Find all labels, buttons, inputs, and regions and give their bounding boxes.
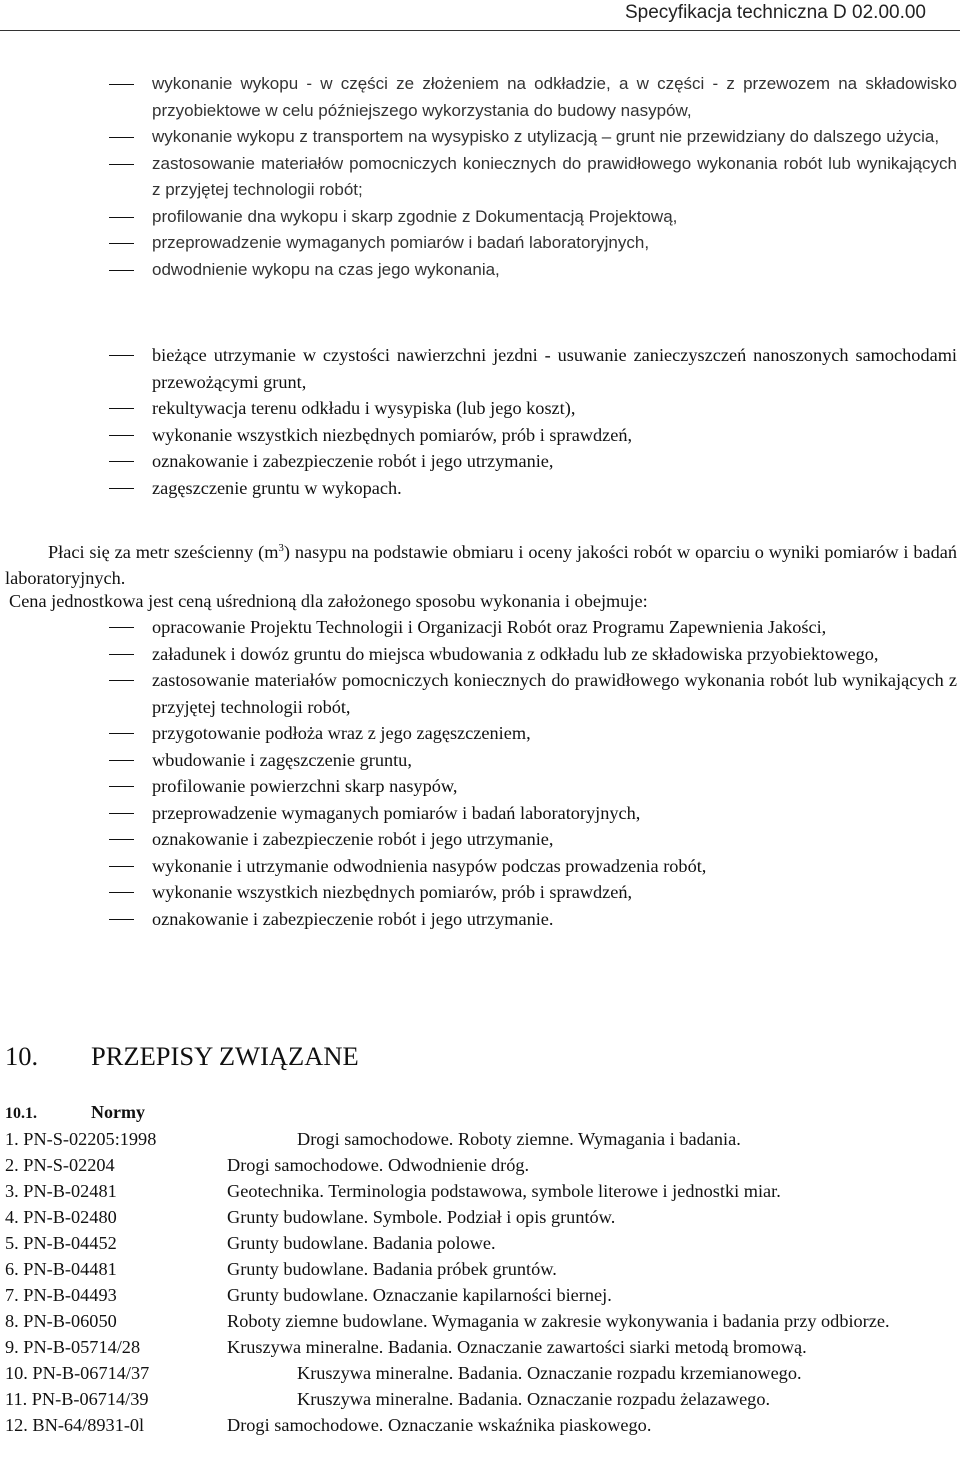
norm-desc: Drogi samochodowe. Roboty ziemne. Wymagania i badania. — [297, 1129, 741, 1149]
norm-code: 12. BN-64/8931-0l — [5, 1415, 145, 1435]
norm-desc: Grunty budowlane. Oznaczanie kapilarności biernej. — [227, 1285, 612, 1305]
list-item: wykonanie wszystkich niezbędnych pomiarów, prób i sprawdzeń, — [0, 422, 960, 449]
section-number: 10. — [5, 1041, 39, 1071]
norms-list — [5, 1126, 960, 1438]
dash-bullet — [109, 488, 134, 489]
norm-item — [5, 1256, 960, 1282]
list-item: odwodnienie wykopu na czas jego wykonania, — [0, 257, 960, 284]
dash-bullet — [109, 408, 134, 409]
norm-code: 2. PN-S-02204 — [5, 1155, 115, 1175]
list-item: bieżące utrzymanie w czystości nawierzchni jezdni - usuwanie zanieczyszczeń nanoszonych samochodami przewożącymi grunt, — [0, 342, 960, 395]
norm-code: 9. PN-B-05714/28 — [5, 1337, 141, 1357]
work-list-2 — [0, 342, 960, 501]
list-item: oznakowanie i zabezpieczenie robót i jego utrzymanie. — [0, 906, 960, 933]
norm-desc: Grunty budowlane. Badania polowe. — [227, 1233, 496, 1253]
list-item: opracowanie Projektu Technologii i Organizacji Robót oraz Programu Zapewnienia Jakości, — [0, 614, 960, 641]
norm-item — [5, 1386, 960, 1412]
norm-code: 11. PN-B-06714/39 — [5, 1389, 149, 1409]
norm-code: 7. PN-B-04493 — [5, 1285, 117, 1305]
norm-desc: Drogi samochodowe. Oznaczanie wskaźnika piaskowego. — [227, 1415, 652, 1435]
dash-bullet — [109, 627, 134, 628]
dash-bullet — [109, 435, 134, 436]
norm-desc: Kruszywa mineralne. Badania. Oznaczanie zawartości siarki metodą bromową. — [227, 1337, 807, 1357]
list-item: załadunek i dowóz gruntu do miejsca wbudowania z odkładu lub ze składowiska przyobiektowego, — [0, 641, 960, 668]
norm-item — [5, 1204, 960, 1230]
dash-bullet — [109, 786, 134, 787]
list-item: profilowanie powierzchni skarp nasypów, — [0, 773, 960, 800]
dash-bullet — [109, 137, 134, 138]
subsection-heading — [5, 1102, 145, 1123]
subsection-number: 10.1. — [5, 1105, 37, 1122]
dash-bullet — [109, 355, 134, 356]
norm-desc: Grunty budowlane. Symbole. Podział i opis gruntów. — [227, 1207, 616, 1227]
dash-bullet — [109, 164, 134, 165]
dash-bullet — [109, 839, 134, 840]
page-header-title: Specyfikacja techniczna D 02.00.00 — [624, 2, 926, 23]
norm-item — [5, 1230, 960, 1256]
section-title: PRZEPISY ZWIĄZANE — [91, 1041, 359, 1071]
norm-item — [5, 1152, 960, 1178]
dash-bullet — [109, 461, 134, 462]
header-divider — [0, 30, 960, 31]
norm-item — [5, 1178, 960, 1204]
norm-desc: Roboty ziemne budowlane. Wymagania w zakresie wykonywania i badania przy odbiorze. — [227, 1311, 890, 1331]
norm-code: 3. PN-B-02481 — [5, 1181, 117, 1201]
list-item: zagęszczenie gruntu w wykopach. — [0, 475, 960, 502]
list-item: oznakowanie i zabezpieczenie robót i jego utrzymanie, — [0, 448, 960, 475]
dash-bullet — [109, 84, 134, 85]
list-item: wykonanie wszystkich niezbędnych pomiarów, prób i sprawdzeń, — [0, 879, 960, 906]
dash-bullet — [109, 217, 134, 218]
dash-bullet — [109, 733, 134, 734]
norm-desc: Kruszywa mineralne. Badania. Oznaczanie rozpadu żelazawego. — [297, 1389, 771, 1409]
norm-item — [5, 1334, 960, 1360]
list-item: wykonanie wykopu z transportem na wysypisko z utylizacją – grunt nie przewidziany do dalszego użycia, — [0, 124, 960, 151]
norm-code: 10. PN-B-06714/37 — [5, 1363, 150, 1383]
list-item: zastosowanie materiałów pomocniczych koniecznych do prawidłowego wykonania robót lub wynikających z przyjętej technologii robót; — [0, 151, 960, 204]
dash-bullet — [109, 243, 134, 244]
norm-desc: Geotechnika. Terminologia podstawowa, symbole literowe i jednostki miar. — [227, 1181, 781, 1201]
dash-bullet — [109, 270, 134, 271]
price-list — [0, 614, 960, 932]
section-heading — [5, 1041, 359, 1072]
dash-bullet — [109, 813, 134, 814]
list-item: oznakowanie i zabezpieczenie robót i jego utrzymanie, — [0, 826, 960, 853]
norm-code: 1. PN-S-02205:1998 — [5, 1129, 157, 1149]
norm-desc: Drogi samochodowe. Odwodnienie dróg. — [227, 1155, 530, 1175]
list-item: profilowanie dna wykopu i skarp zgodnie z Dokumentacją Projektową, — [0, 204, 960, 231]
dash-bullet — [109, 680, 134, 681]
norm-desc: Grunty budowlane. Badania próbek gruntów. — [227, 1259, 557, 1279]
list-item: rekultywacja terenu odkładu i wysypiska (lub jego koszt), — [0, 395, 960, 422]
dash-bullet — [109, 654, 134, 655]
norm-code: 8. PN-B-06050 — [5, 1311, 117, 1331]
norm-item — [5, 1282, 960, 1308]
list-item: przeprowadzenie wymaganych pomiarów i badań laboratoryjnych, — [0, 230, 960, 257]
norm-item — [5, 1360, 960, 1386]
norm-code: 4. PN-B-02480 — [5, 1207, 117, 1227]
norm-item — [5, 1126, 960, 1152]
list-item: wykonanie wykopu - w części ze złożeniem na odkładzie, a w części - z przewozem na składowisko przyobiektowe w celu późniejszego wykorzystania do budowy nasypów, — [0, 71, 960, 124]
dash-bullet — [109, 760, 134, 761]
work-list-1 — [0, 71, 960, 283]
norm-code: 5. PN-B-04452 — [5, 1233, 117, 1253]
subsection-title: Normy — [91, 1102, 145, 1122]
norm-desc: Kruszywa mineralne. Badania. Oznaczanie rozpadu krzemianowego. — [297, 1363, 802, 1383]
dash-bullet — [109, 866, 134, 867]
dash-bullet — [109, 892, 134, 893]
norm-item — [5, 1308, 960, 1334]
norm-code: 6. PN-B-04481 — [5, 1259, 117, 1279]
list-item: wbudowanie i zagęszczenie gruntu, — [0, 747, 960, 774]
dash-bullet — [109, 919, 134, 920]
price-intro: Cena jednostkowa jest ceną uśrednioną dla założonego sposobu wykonania i obejmuje: — [9, 591, 648, 611]
list-item: przeprowadzenie wymaganych pomiarów i badań laboratoryjnych, — [0, 800, 960, 827]
list-item: wykonanie i utrzymanie odwodnienia nasypów podczas prowadzenia robót, — [0, 853, 960, 880]
list-item: zastosowanie materiałów pomocniczych koniecznych do prawidłowego wykonania robót lub wynikających z przyjętej technologii robót, — [0, 667, 960, 720]
list-item: przygotowanie podłoża wraz z jego zagęszczeniem, — [0, 720, 960, 747]
norm-item — [5, 1412, 960, 1438]
payment-paragraph: Płaci się za metr sześcienny $(m^3)$ nasypu na podstawie obmiaru i oceny jakości robót w oparciu o wyniki pomiarów i badań laboratoryjnych. — [5, 542, 957, 589]
